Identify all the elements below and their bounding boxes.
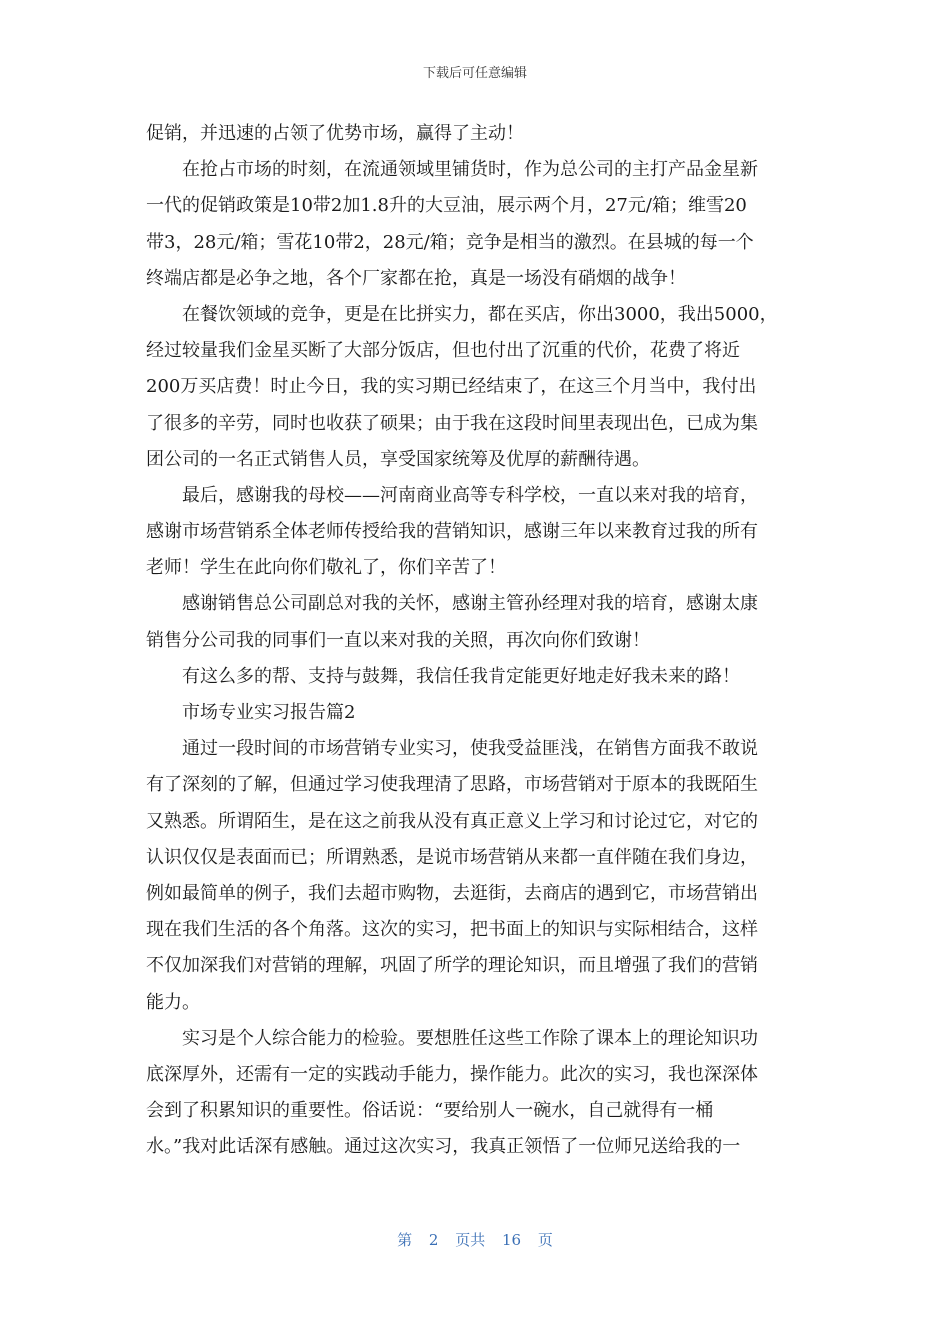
text-line: 不仅加深我们对营销的理解，巩固了所学的理论知识，而且增强了我们的营销 xyxy=(146,955,758,977)
page-footer xyxy=(0,1228,950,1252)
total-pages-number: 16 xyxy=(502,1231,522,1249)
text-line: 老师！学生在此向你们敬礼了，你们辛苦了！ xyxy=(146,557,506,579)
text-line: 促销，并迅速的占领了优势市场，赢得了主动！ xyxy=(146,123,524,144)
text-line: 水。”我对此话深有感触。通过这次实习，我真正领悟了一位师兄送给我的一 xyxy=(146,1136,741,1158)
text-line: 销售分公司我的同事们一直以来对我的关照，再次向你们致谢！ xyxy=(146,629,650,651)
text-line: 一代的促销政策是10带2加1.8升的大豆油，展示两个月，27元/箱；维雪20 xyxy=(146,195,747,217)
section-heading: 市场专业实习报告篇2 xyxy=(182,702,356,723)
text-line: 又熟悉。所谓陌生，是在这之前我从没有真正意义上学习和讨论过它，对它的 xyxy=(146,810,758,832)
text-line: 通过一段时间的市场营销专业实习，使我受益匪浅，在销售方面我不敢说 xyxy=(182,738,758,760)
page-label-prefix: 第 xyxy=(397,1231,413,1249)
text-line: 实习是个人综合能力的检验。要想胜任这些工作除了课本上的理论知识功 xyxy=(182,1027,758,1049)
text-line: 现在我们生活的各个角落。这次的实习，把书面上的知识与实际相结合，这样 xyxy=(146,919,758,941)
text-line: 带3，28元/箱；雪花10带2，28元/箱；竞争是相当的激烈。在县城的每一个 xyxy=(146,231,754,253)
text-line: 最后，感谢我的母校——河南商业高等专科学校，一直以来对我的培育， xyxy=(182,484,758,506)
text-line: 了很多的辛劳，同时也收获了硕果；由于我在这段时间里表现出色，已成为集 xyxy=(146,412,758,434)
text-line: 能力。 xyxy=(146,991,200,1013)
text-line: 有这么多的帮、支持与鼓舞，我信任我肯定能更好地走好我未来的路！ xyxy=(182,665,740,687)
page-header xyxy=(0,64,950,84)
text-line: 认识仅仅是表面而已；所谓熟悉，是说市场营销从来都一直伴随在我们身边， xyxy=(146,846,758,868)
text-line: 感谢市场营销系全体老师传授给我的营销知识，感谢三年以来教育过我的所有 xyxy=(146,521,758,543)
text-line: 例如最简单的例子，我们去超市购物，去逛街，去商店的遇到它，市场营销出 xyxy=(146,882,758,904)
current-page-number: 2 xyxy=(428,1231,439,1249)
text-line: 终端店都是必争之地，各个厂家都在抢，真是一场没有硝烟的战争！ xyxy=(146,267,686,289)
page-label-suffix: 页 xyxy=(537,1231,553,1249)
page-label-mid: 页共 xyxy=(455,1231,486,1249)
text-line: 感谢销售总公司副总对我的关怀，感谢主管孙经理对我的培育，感谢太康 xyxy=(182,593,758,615)
text-line: 有了深刻的了解，但通过学习使我理清了思路，市场营销对于原本的我既陌生 xyxy=(146,774,758,796)
text-line: 经过较量我们金星买断了大部分饭店，但也付出了沉重的代价，花费了将近 xyxy=(146,340,740,362)
text-line: 在抢占市场的时刻，在流通领域里铺货时，作为总公司的主打产品金星新 xyxy=(182,159,758,181)
text-line: 底深厚外，还需有一定的实践动手能力，操作能力。此次的实习，我也深深体 xyxy=(146,1063,758,1085)
text-line: 团公司的一名正式销售人员，享受国家统筹及优厚的薪酬待遇。 xyxy=(146,448,650,470)
text-line: 会到了积累知识的重要性。俗话说：“要给别人一碗水，自己就得有一桶 xyxy=(146,1100,714,1122)
header-note: 下载后可任意编辑 xyxy=(422,66,527,81)
document-body xyxy=(146,116,806,1165)
text-line: 在餐饮领域的竞争，更是在比拼实力，都在买店，你出3000，我出5000， xyxy=(182,303,778,325)
text-line: 200万买店费！时止今日，我的实习期已经结束了，在这三个月当中，我付出 xyxy=(146,376,757,398)
